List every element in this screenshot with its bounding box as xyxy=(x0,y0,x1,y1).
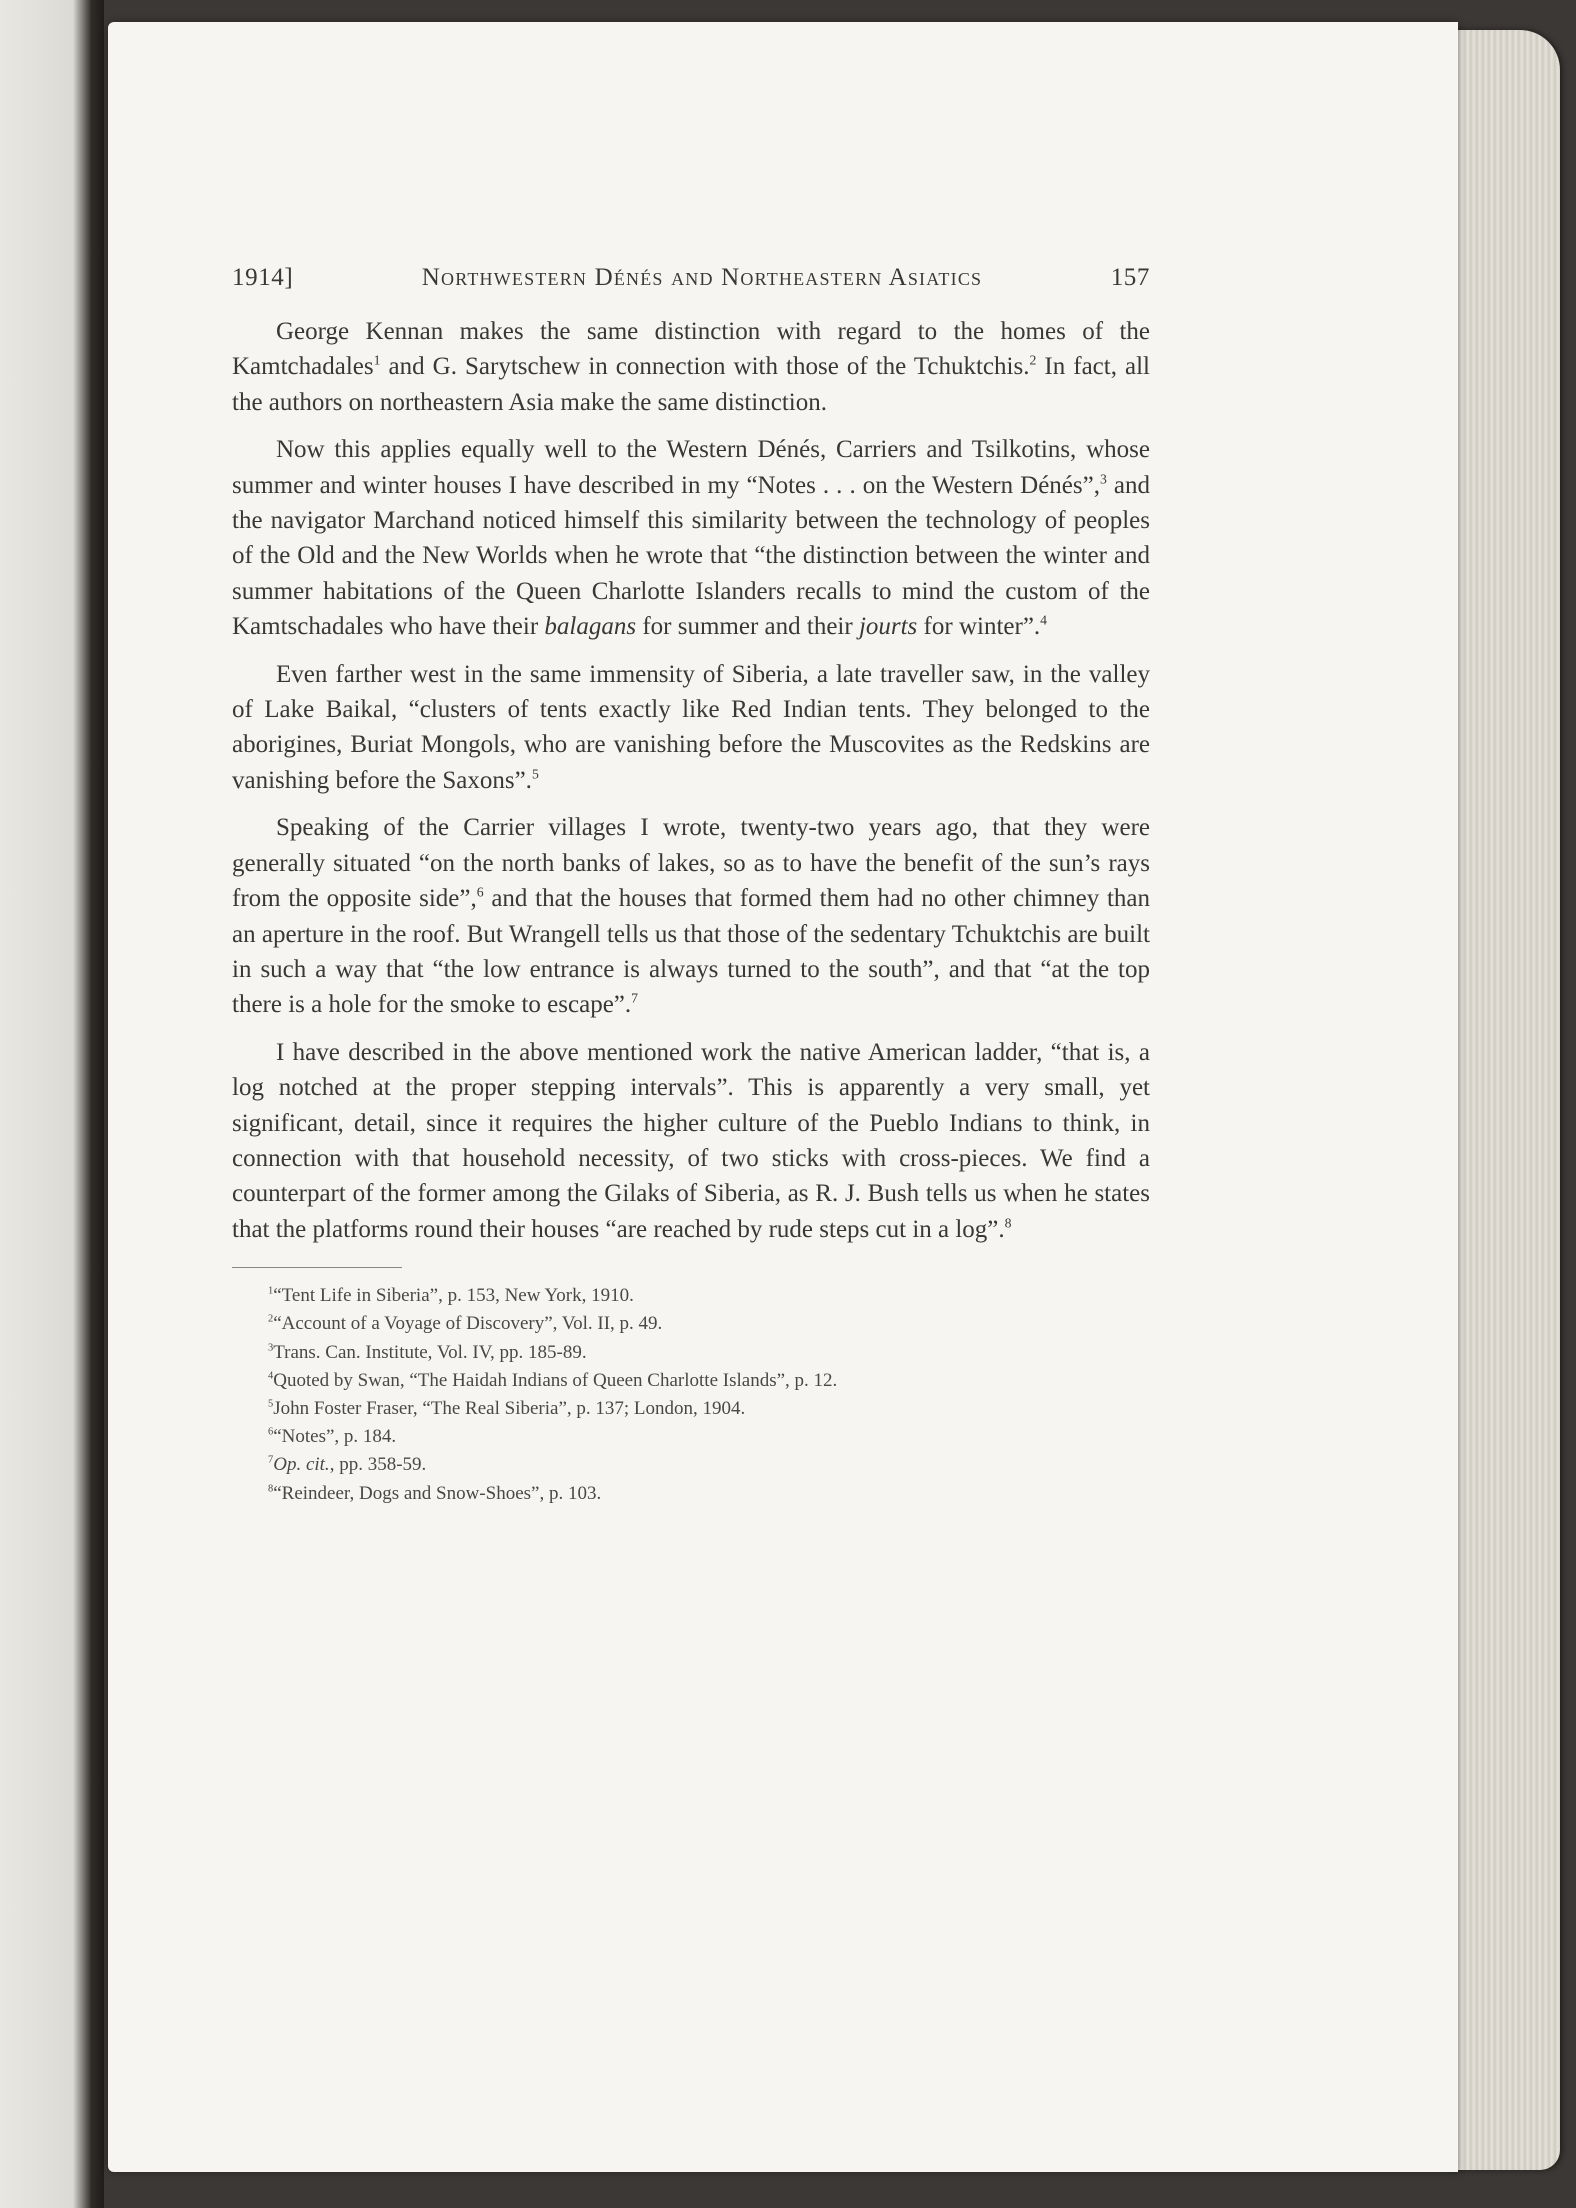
italic-text: jourts xyxy=(858,613,918,641)
footnote-ref: 2 xyxy=(1029,353,1037,369)
footnote-number: 7 xyxy=(268,1455,274,1467)
footnote-ref: 7 xyxy=(631,990,639,1006)
body-text xyxy=(232,314,1150,1247)
text-run: Trans. Can. Institute, Vol. IV, pp. 185-89. xyxy=(273,1341,587,1363)
footnote-ref: 1 xyxy=(373,353,381,369)
footnote-ref: 5 xyxy=(531,766,539,782)
footnote-number: 4 xyxy=(268,1370,274,1382)
footnote xyxy=(268,1310,1150,1338)
footnote-number: 1 xyxy=(268,1285,274,1297)
text-run: In fact, all the authors on northeastern Asia make the same distinction. xyxy=(232,353,1150,416)
footnote xyxy=(268,1451,1150,1479)
paragraph xyxy=(232,1035,1150,1247)
text-run: and G. Sarytschew in connection with those of the Tchuktchis. xyxy=(380,353,1030,381)
italic-text: balagans xyxy=(544,613,637,641)
text-run: Quoted by Swan, “The Haidah Indians of Queen Charlotte Islands”, p. 12. xyxy=(273,1369,838,1391)
facing-page-edge xyxy=(0,0,104,2208)
text-run: for summer and their xyxy=(636,613,859,641)
italic-text: Op. cit. xyxy=(273,1454,330,1476)
footnote xyxy=(268,1480,1150,1508)
book-page-edges xyxy=(1450,30,1560,2170)
footnote xyxy=(268,1423,1150,1451)
header-year: 1914] xyxy=(232,264,294,291)
running-head xyxy=(232,264,1150,292)
footnote xyxy=(268,1282,1150,1310)
footnote-number: 8 xyxy=(268,1483,274,1495)
text-run: Speaking of the Carrier villages I wrote, twenty-two years ago, that they were generally situated “on the north banks of lakes, so as to have the benefit of the sun’s rays from the opposite side”, xyxy=(232,814,1150,913)
paragraph xyxy=(232,657,1150,799)
text-run: “Account of a Voyage of Discovery”, Vol. II, p. 49. xyxy=(273,1313,663,1335)
footnote-ref: 8 xyxy=(1004,1215,1012,1231)
text-run: and the navigator Marchand noticed himself this similarity between the technology of peoples of the Old and the New Worlds when he wrote that “the distinction between the winter and summer habitations of the Queen Charlotte Islanders recalls to mind the custom of the Kamtschadales who have their xyxy=(232,471,1150,641)
text-run: for winter”. xyxy=(917,613,1041,641)
text-run: John Foster Fraser, “The Real Siberia”, p. 137; London, 1904. xyxy=(273,1397,746,1419)
text-run: Now this applies equally well to the Western Dénés, Carriers and Tsilkotins, whose summer and winter houses I have described in my “Notes . . . on the Western Dénés”, xyxy=(232,436,1150,499)
text-run: “Reindeer, Dogs and Snow-Shoes”, p. 103. xyxy=(273,1482,602,1504)
page-number: 157 xyxy=(1110,264,1150,291)
text-run: and that the houses that formed them had no other chimney than an aperture in the roof. But Wrangell tells us that those of the sedentary Tchuktchis are built in such a way that “the low entrance is always turned to the south”, and that “at the top there is a hole for the smoke to escape”. xyxy=(232,885,1150,1019)
footnote-ref: 4 xyxy=(1040,612,1048,628)
paragraph xyxy=(232,432,1150,644)
text-run: , pp. 358-59. xyxy=(329,1454,427,1476)
footnotes xyxy=(232,1282,1150,1508)
text-run: “Tent Life in Siberia”, p. 153, New York, 1910. xyxy=(273,1285,634,1307)
footnote xyxy=(268,1367,1150,1395)
text-run: George Kennan makes the same distinction with regard to the homes of the Kamtchadales xyxy=(232,318,1150,381)
page-content xyxy=(232,264,1150,1508)
text-run: I have described in the above mentioned work the native American ladder, “that is, a log notched at the proper stepping intervals”. This is apparently a very small, yet significant, detail, since it requires the higher culture of the Pueblo Indians to think, in connection with that household necessity, of two sticks with cross-pieces. We find a counterpart of the former among the Gilaks of Siberia, as R. J. Bush tells us when he states that the platforms round their houses “are reached by rude steps cut in a log”. xyxy=(232,1038,1150,1243)
paragraph xyxy=(232,314,1150,420)
footnote xyxy=(268,1339,1150,1367)
text-run: “Notes”, p. 184. xyxy=(273,1426,397,1448)
paragraph xyxy=(232,810,1150,1022)
footnote-number: 3 xyxy=(268,1342,274,1354)
footnote-ref: 6 xyxy=(476,884,484,900)
footnote-number: 6 xyxy=(268,1426,274,1438)
header-title: Northwestern Dénés and Northeastern Asiatics xyxy=(421,264,983,291)
footnote-ref: 3 xyxy=(1099,471,1107,487)
footnote-number: 5 xyxy=(268,1398,274,1410)
footnote-number: 2 xyxy=(268,1314,274,1326)
text-run: Even farther west in the same immensity of Siberia, a late traveller saw, in the valley of Lake Baikal, “clusters of tents exactly like Red Indian tents. They belonged to the aborigines, Buriat Mongols, who are vanishing before the Muscovites as the Redskins are vanishing before the Saxons”. xyxy=(232,660,1150,794)
footnote xyxy=(268,1395,1150,1423)
footnote-rule xyxy=(232,1267,402,1268)
